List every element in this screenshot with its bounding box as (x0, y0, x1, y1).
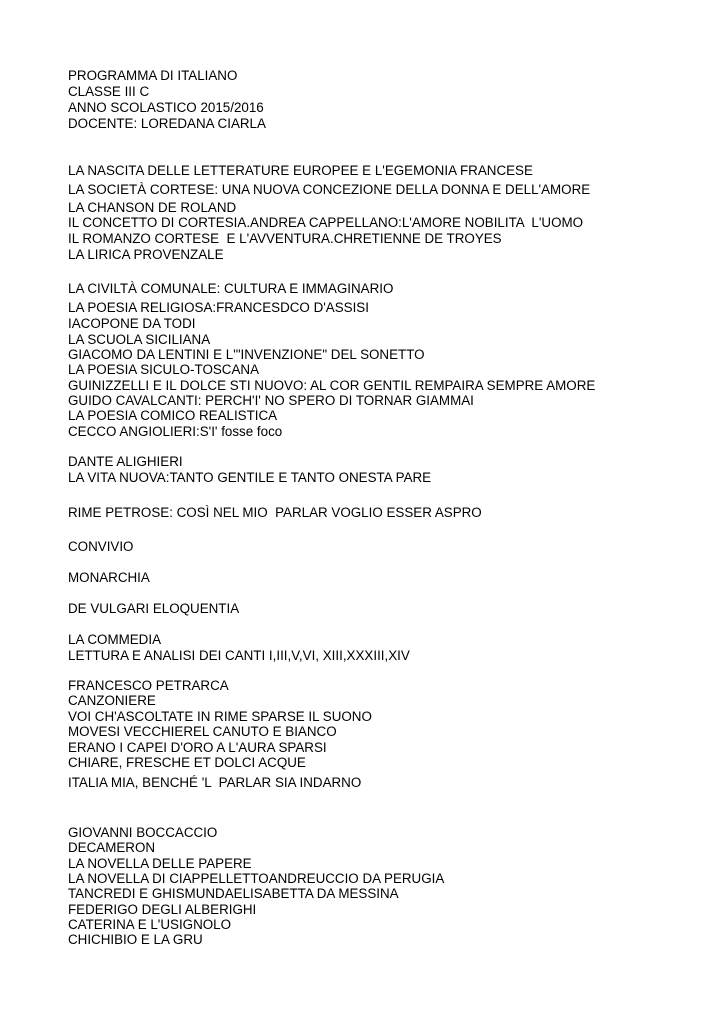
document-title: PROGRAMMA DI ITALIANO (68, 68, 238, 83)
author-heading: DANTE ALIGHIERI (68, 454, 183, 469)
topic-line: TANCREDI E GHISMUNDAELISABETTA DA MESSINA (68, 886, 399, 901)
topic-line: FEDERIGO DEGLI ALBERIGHI (68, 902, 257, 917)
topic-line: LA POESIA COMICO REALISTICA (68, 408, 278, 423)
topic-line: LA NASCITA DELLE LETTERATURE EUROPEE E L'EGEMONIA FRANCESE (68, 163, 533, 178)
author-heading: FRANCESCO PETRARCA (68, 678, 229, 693)
teacher-name: DOCENTE: LOREDANA CIARLA (68, 116, 266, 131)
topic-line: RIME PETROSE: COSÌ NEL MIO PARLAR VOGLIO ESSER ASPRO (68, 505, 482, 520)
topic-line: LA SCUOLA SICILIANA (68, 332, 211, 347)
topic-line: GUINIZZELLI E IL DOLCE STI NUOVO: AL COR GENTIL REMPAIRA SEMPRE AMORE (68, 378, 596, 393)
topic-line: LA LIRICA PROVENZALE (68, 247, 224, 262)
topic-line: CANZONIERE (68, 693, 156, 708)
topic-line: LA VITA NUOVA:TANTO GENTILE E TANTO ONESTA PARE (68, 470, 432, 485)
topic-line: LA POESIA RELIGIOSA:FRANCESDCO D'ASSISI (68, 300, 369, 315)
topic-line: GIACOMO DA LENTINI E L'"INVENZIONE" DEL SONETTO (68, 347, 425, 362)
topic-line: LETTURA E ANALISI DEI CANTI I,III,V,VI, XIII,XXXIII,XIV (68, 648, 410, 663)
topic-line: DE VULGARI ELOQUENTIA (68, 601, 240, 616)
topic-line: CHIARE, FRESCHE ET DOLCI ACQUE (68, 755, 306, 770)
topic-line: LA SOCIETÀ CORTESE: UNA NUOVA CONCEZIONE DELLA DONNA E DELL'AMORE (68, 182, 591, 197)
topic-line: LA NOVELLA DELLE PAPERE (68, 856, 252, 871)
topic-line: MOVESI VECCHIEREL CANUTO E BIANCO (68, 724, 337, 739)
school-year: ANNO SCOLASTICO 2015/2016 (68, 100, 264, 115)
topic-line: LA CHANSON DE ROLAND (68, 200, 237, 215)
class-label: CLASSE III C (68, 84, 150, 99)
topic-line: IL CONCETTO DI CORTESIA.ANDREA CAPPELLANO:L'AMORE NOBILITA L'UOMO (68, 215, 584, 230)
topic-line: LA POESIA SICULO-TOSCANA (68, 362, 260, 377)
topic-line: LA COMMEDIA (68, 632, 162, 647)
author-heading: GIOVANNI BOCCACCIO (68, 825, 218, 840)
topic-line: CHICHIBIO E LA GRU (68, 932, 203, 947)
topic-line: CECCO ANGIOLIERI:S'I' fosse foco (68, 424, 283, 439)
topic-line: GUIDO CAVALCANTI: PERCH'I' NO SPERO DI TORNAR GIAMMAI (68, 393, 474, 408)
topic-line: VOI CH'ASCOLTATE IN RIME SPARSE IL SUONO (68, 709, 372, 724)
topic-line: LA CIVILTÀ COMUNALE: CULTURA E IMMAGINARIO (68, 281, 394, 296)
topic-line: DECAMERON (68, 840, 156, 855)
topic-line: CATERINA E L'USIGNOLO (68, 917, 232, 932)
topic-line: MONARCHIA (68, 570, 150, 585)
topic-line: CONVIVIO (68, 539, 134, 554)
topic-line: IL ROMANZO CORTESE E L'AVVENTURA.CHRETIENNE DE TROYES (68, 231, 502, 246)
topic-line: IACOPONE DA TODI (68, 316, 196, 331)
topic-line: ITALIA MIA, BENCHÉ 'L PARLAR SIA INDARNO (68, 775, 362, 790)
topic-line: LA NOVELLA DI CIAPPELLETTOANDREUCCIO DA PERUGIA (68, 871, 445, 886)
topic-line: ERANO I CAPEI D'ORO A L'AURA SPARSI (68, 740, 327, 755)
